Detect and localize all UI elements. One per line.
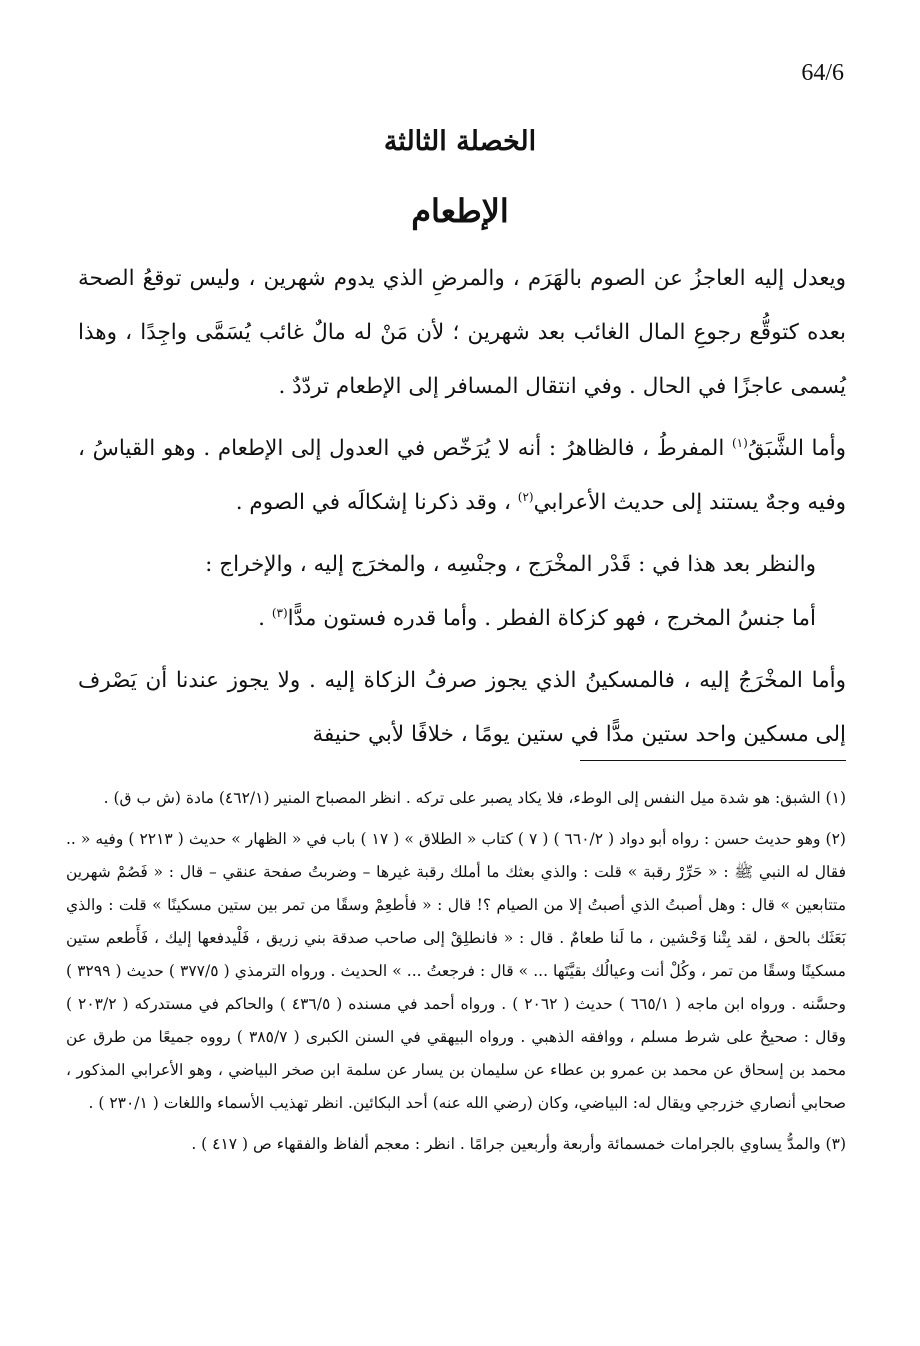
footnote-marker: (٢) [517,489,534,504]
paragraph [78,422,846,530]
page-number: 64/6 [801,60,844,86]
paragraph [78,538,846,592]
paragraph-text: المفرطُ ، فالظاهرُ : أنه لا يُرَخّص في العدول إلى الإطعام . وهو القياسُ ، وفيه وجهٌ يستند إلى حديث الأعرابي [78,436,846,515]
paragraph-text: والنظر بعد هذا في : قَدْر المخْرَج ، وجنْسِه ، والمخرَج إليه ، والإخراج : [205,552,816,577]
paragraph-text: ويعدل إليه العاجزُ عن الصوم بالهَرَم ، والمرضِ الذي يدوم شهرين ، وليس توقعُ الصحة بعده كتوقُّع رجوعِ المال الغائب بعد شهرين ؛ لأن مَنْ له مالٌ غائب يُسَمَّى واجِدًا ، وهذا يُسمى عاجزًا في الحال . وفي انتقال المسافر إلى الإطعام تردّدٌ . [78,266,846,399]
footnote-marker: (٣) [271,605,288,620]
paragraph [78,592,846,646]
paragraph-text: وأما المخْرَجُ إليه ، فالمسكينُ الذي يجوز صرفُ الزكاة إليه . ولا يجوز عندنا أن يَصْرف إلى مسكين واحد ستين مدًّا في ستين يومًا ، خلافًا لأبي حنيفة [78,668,846,747]
footnotes [66,782,846,1161]
footnote-marker: (١) [731,435,748,450]
paragraph [78,252,846,414]
paragraph-text: أما جنسُ المخرج ، فهو كزكاة الفطر . وأما قدره فستون مدًّا [287,606,816,631]
paragraph-text: . [258,606,272,631]
footnote: (٢) وهو حديث حسن : رواه أبو دواد ( ٦٦٠/٢ ) ( ٧ ) كتاب « الطلاق » ( ١٧ ) باب في « الظهار » حديث ( ٢٢١٣ ) وفيه « .. فقال له النبي ﷺ : « حَرِّرْ رقبة » قلت : والذي بعثك ما أملك رقبة غيرها – وضربتُ صفحة عنقي – قال : « فَصُمْ شهرين متتابعين » قال : وهل أصبتُ الذي أصبتُ إلا من الصيام ؟! قال : « فأطعِمْ وسقًا من تمر بين ستين مسكينًا » قلت : والذي بَعَثَك بالحق ، لقد بِتْنا وَحْشين ، ما لَنا طعامٌ . قال : « فانطلِقْ إلى صاحب صدقة بني زريق ، فَلْيدفعها إليك ، فَأَطعم ستين مسكينًا وسقًا من تمر ، وكُلْ أنت وعيالُك بقيَّتَها ... » قال : فرجعتُ ... » الحديث . ورواه الترمذي ( ٣٧٧/٥ ) حديث ( ٣٢٩٩ ) وحسَّنه . ورواه ابن ماجه ( ٦٦٥/١ ) حديث ( ٢٠٦٢ ) . ورواه أحمد في مسنده ( ٤٣٦/٥ ) والحاكم في مستدركه ( ٢٠٣/٢ ) وقال : صحيحٌ على شرط مسلم ، ووافقه الذهبي . ورواه البيهقي في السنن الكبرى ( ٣٨٥/٧ ) رووه جميعًا من طرق عن محمد بن إسحاق عن محمد بن عمرو بن عطاء عن سليمان بن يسار عن سلمة ابن صخر البياضي ، وهو الأعرابي المذكور ، صحابي أنصاري خزرجي ويقال له: البياضي، وكان (رضي الله عنه) أحد البكائين. انظر تهذيب الأسماء واللغات ( ٢٣٠/١ ) . [66,830,847,1112]
section-heading: الإطعام [411,192,509,230]
footnote-divider [580,760,846,761]
footnote: (١) الشبق: هو شدة ميل النفس إلى الوطء، فلا يكاد يصبر على تركه . انظر المصباح المنير (٤٦٢/١) مادة (ش ب ق) . [103,789,846,807]
paragraph-text: ، وقد ذكرنا إشكالَه في الصوم . [235,490,518,515]
paragraph [78,654,846,762]
chapter-heading: الخصلة الثالثة [383,126,537,157]
footnote: (٣) والمدُّ يساوي بالجرامات خمسمائة وأربعة وأربعين جرامًا . انظر : معجم ألفاظ والفقهاء ص ( ٤١٧ ) . [191,1135,846,1153]
paragraph-text: وأما الشَّبَقُ [747,436,846,461]
main-text [78,252,846,762]
